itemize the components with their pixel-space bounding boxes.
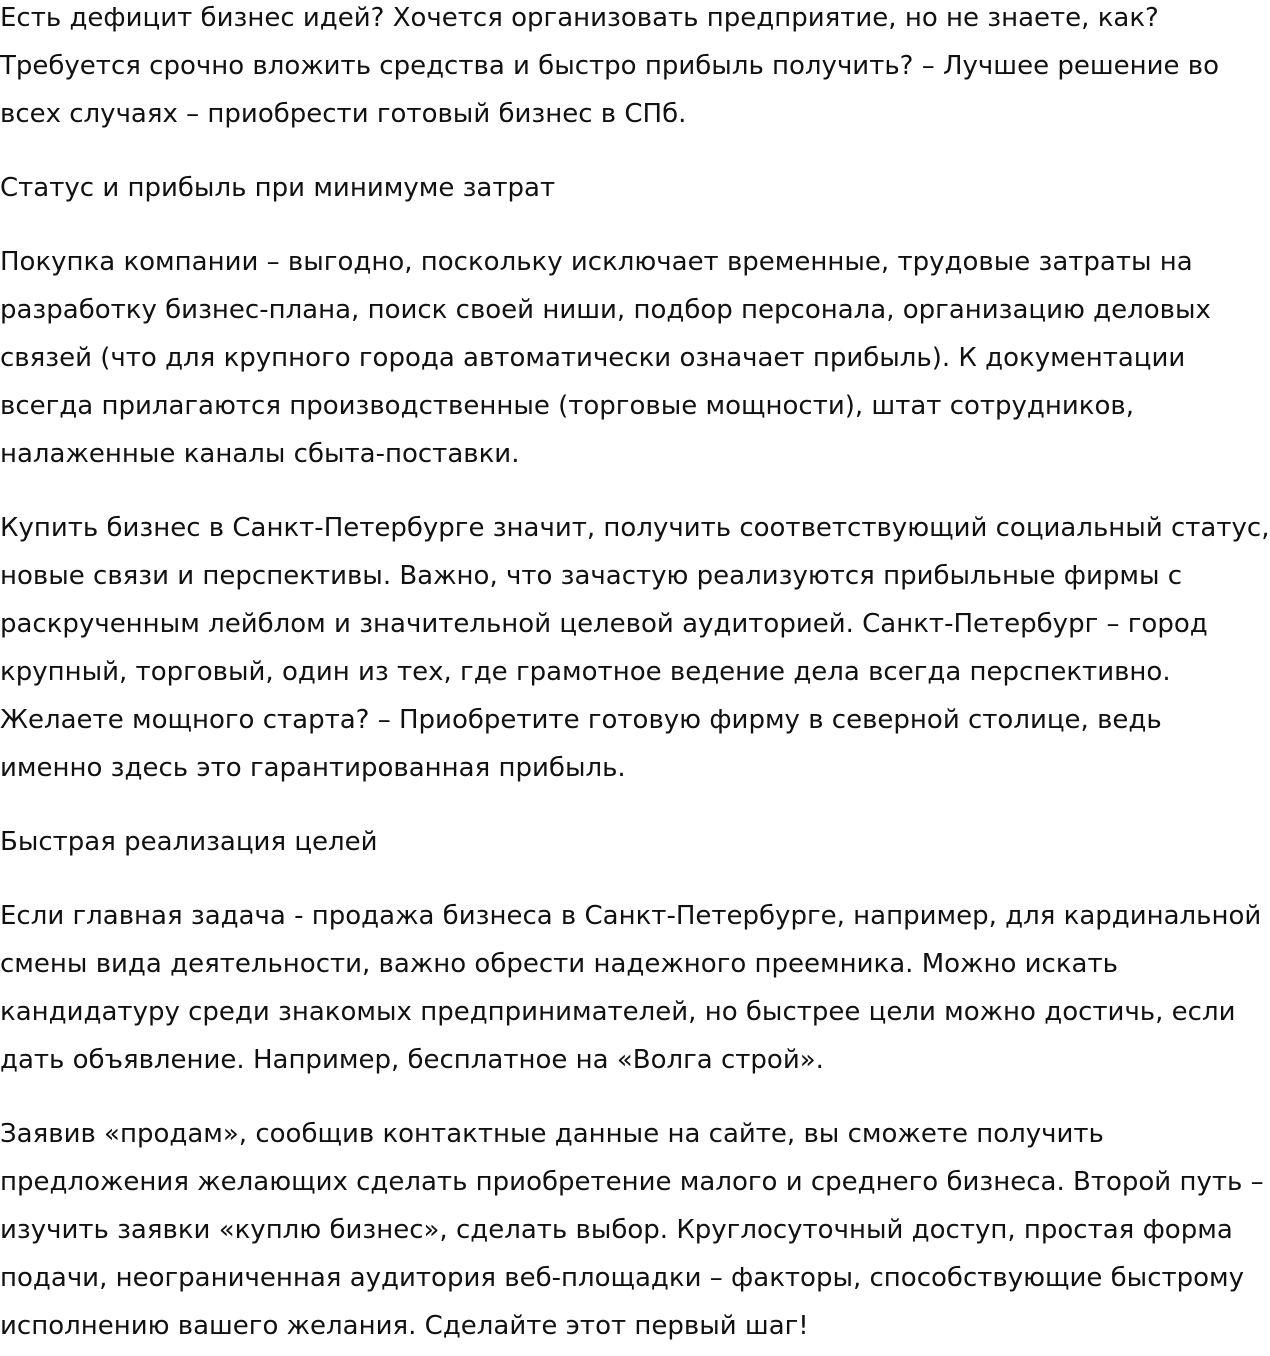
paragraph-post-ad: Заявив «продам», сообщив контактные данные на сайте, вы сможете получить предложения желающих сделать приобретение малого и среднего бизнеса. Второй путь – изучить заявки «куплю бизнес», сделать выбор. Круглосуточный доступ, простая форма подачи, неограниченная аудитория веб-площадки – факторы, способствующие быстрому исполнению вашего желания. Сделайте этот первый шаг! xyxy=(0,1119,1264,1341)
section-heading-status-profit: Статус и прибыль при минимуме затрат xyxy=(0,173,556,203)
intro-paragraph: Есть дефицит бизнес идей? Хочется организовать предприятие, но не знаете, как? Требуется срочно вложить средства и быстро прибыль получить? – Лучшее решение во всех случаях – приобрести готовый бизнес в СПб. xyxy=(0,3,1220,129)
paragraph-buy-business-spb: Купить бизнес в Санкт-Петербурге значит, получить соответствующий социальный статус, новые связи и перспективы. Важно, что зачастую реализуются прибыльные фирмы с раскрученным лейблом и значительной целевой аудиторией. Санкт-Петербург – город крупный, торговый, один из тех, где грамотное ведение дела всегда перспективно. Желаете мощного старта? – Приобретите готовую фирму в северной столице, ведь именно здесь это гарантированная прибыль. xyxy=(0,513,1270,783)
paragraph-selling-business: Если главная задача - продажа бизнеса в Санкт-Петербурге, например, для кардинальной смены вида деятельности, важно обрести надежного преемника. Можно искать кандидатуру среди знакомых предпринимателей, но быстрее цели можно достичь, если дать объявление. Например, бесплатное на «Волга строй». xyxy=(0,901,1262,1075)
section-heading-fast-goals: Быстрая реализация целей xyxy=(0,827,378,857)
paragraph-company-purchase: Покупка компании – выгодно, поскольку исключает временные, трудовые затраты на разработку бизнес-плана, поиск своей ниши, подбор персонала, организацию деловых связей (что для крупного города автоматически означает прибыль). К документации всегда прилагаются производственные (торговые мощности), штат сотрудников, налаженные каналы сбыта-поставки. xyxy=(0,247,1211,469)
